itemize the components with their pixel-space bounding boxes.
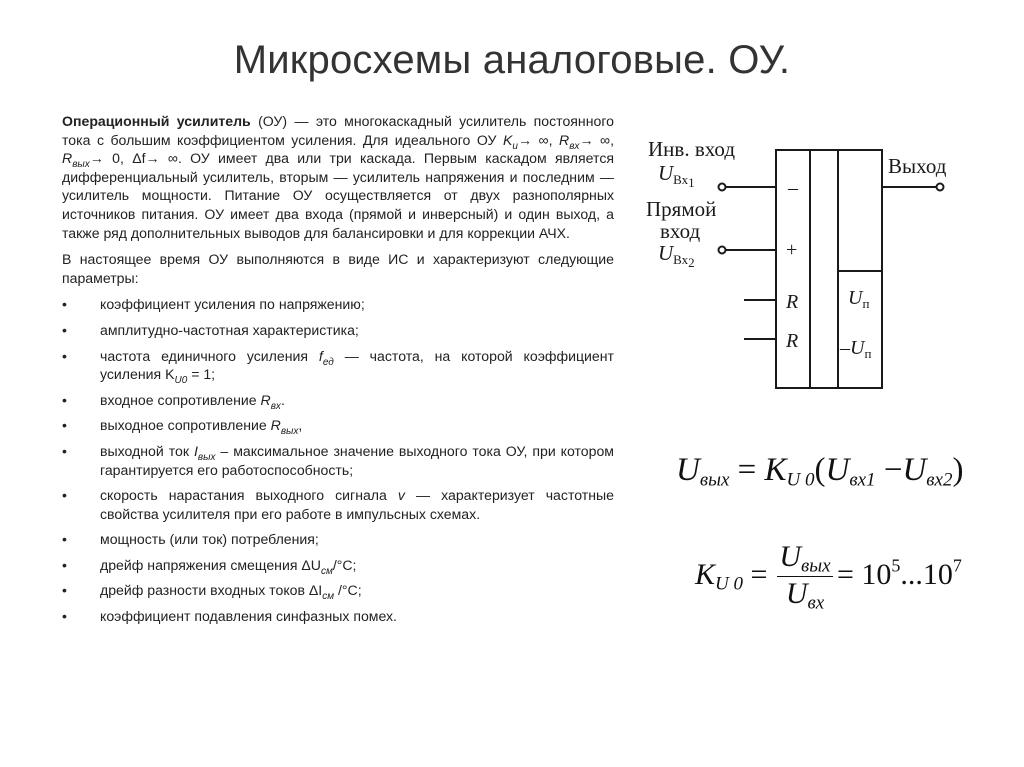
- lead-term: Операционный усилитель: [62, 113, 251, 129]
- rout-symbol: R: [62, 150, 73, 167]
- df-value: Δf→ ∞: [132, 150, 178, 167]
- rin-sub: вх: [569, 140, 580, 152]
- slide-title: Микросхемы аналоговые. ОУ.: [233, 38, 791, 82]
- eq1-u1-sub: вх1: [849, 469, 876, 491]
- param-item: • входное сопротивление $R_{вх}$.: [62, 391, 285, 412]
- output-label: Выход: [888, 154, 947, 178]
- output-terminal: [937, 184, 944, 191]
- eq2-numerator: $U_{вых}$: [779, 540, 831, 577]
- param-item: • амплитудно-частотная характеристика;: [62, 321, 359, 338]
- bullet-icon: •: [62, 556, 67, 573]
- eq1-close: ): [952, 452, 964, 488]
- params-list: [62, 295, 614, 625]
- inverting-terminal: [719, 184, 726, 191]
- intro-paragraph: [62, 112, 614, 242]
- eq1-minus: −: [875, 452, 903, 488]
- bullet-icon: •: [62, 417, 67, 434]
- param-item: • выходное сопротивление $R_{вых}$,: [62, 417, 303, 438]
- op-amp-diagram: [638, 128, 968, 398]
- inv-input-label: Инв. вход: [648, 137, 736, 161]
- u-in2-label: UВх2: [658, 241, 695, 270]
- balance-r2-label: R: [786, 330, 799, 352]
- gain-equation: [676, 452, 963, 489]
- direct-input-label-2: вход: [660, 219, 701, 243]
- bullet-icon: •: [62, 531, 67, 548]
- direct-input-label-1: Прямой: [646, 197, 717, 221]
- eq1-k: K: [764, 452, 787, 488]
- eq2-lhs-group: [695, 558, 768, 595]
- bullet-icon: •: [62, 321, 67, 338]
- eq2-lhs-sub: U 0: [715, 573, 743, 595]
- eq2-fraction: [777, 540, 833, 614]
- minus-sign: –: [788, 177, 798, 199]
- u-in1-label: UВх1: [658, 161, 695, 190]
- param-item: • дрейф напряжения смещения $\Delta U_{см}/^\circ C$;: [62, 556, 357, 577]
- param-item: • выходной ток $I_{вых}$ – максимальное значение выходного тока ОУ, при котором гарантируется его работоспособность;: [62, 442, 614, 478]
- supply-neg-label: $-U_п$: [840, 337, 872, 361]
- eq1-u1: U: [825, 452, 850, 488]
- rin-value: → ∞,: [579, 131, 614, 148]
- intro-text-2: . ОУ имеет два или три каскада. Первым каскадом является дифференциальный усилитель, вторым — усилитель напряжения и последним — усилитель мощности. Питание ОУ осуществляется от двух разнополярных источников питания. ОУ имеет два входа (прямой и инверсный) и один выход, а также ряд дополнительных выводов для балансировки и для коррекции АЧХ.: [62, 150, 614, 241]
- param-item: • коэффициент подавления синфазных помех.: [62, 608, 397, 625]
- bullet-icon: •: [62, 391, 67, 408]
- eq1-u2-sub: вх2: [926, 469, 953, 491]
- ku-sub: u: [512, 140, 518, 152]
- bullet-icon: •: [62, 296, 67, 313]
- eq1-open: (: [814, 452, 826, 488]
- bullet-icon: •: [62, 608, 67, 625]
- param-item: • коэффициент усиления по напряжению;: [62, 296, 365, 313]
- supply-pos-label: $U_п$: [848, 287, 870, 311]
- eq2-rhs: = $10^5...10^7$: [837, 555, 962, 591]
- eq2-denominator: $U_{вх}$: [785, 577, 825, 614]
- eq1-lhs: U: [676, 452, 700, 488]
- eq2-lhs: K: [695, 558, 716, 591]
- bullet-icon: •: [62, 487, 67, 504]
- text-column: [62, 112, 614, 633]
- eq2-equals: =: [743, 558, 768, 591]
- eq1-equals: =: [729, 452, 765, 488]
- params-intro: В настоящее время ОУ выполняются в виде ИС и характеризуют следующие параметры:: [62, 251, 614, 286]
- op-amp-svg: [638, 128, 968, 398]
- intro-text-1: (ОУ) — это многокаскадный усилитель постоянного тока с большим коэффициентом усиления. Для идеального ОУ: [62, 113, 614, 148]
- param-item: • мощность (или ток) потребления;: [62, 531, 319, 548]
- bullet-icon: •: [62, 347, 67, 364]
- eq1-k-sub: U 0: [786, 469, 815, 491]
- bullet-icon: •: [62, 582, 67, 599]
- rin-symbol: R: [559, 131, 570, 148]
- param-item: • дрейф разности входных токов $\Delta I_{см}$ /°C;: [62, 582, 362, 603]
- ku-symbol: K: [503, 131, 513, 148]
- noninverting-terminal: [719, 247, 726, 254]
- eq1-u2: U: [902, 452, 927, 488]
- ku-value: → ∞,: [517, 131, 560, 148]
- bullet-icon: •: [62, 442, 67, 459]
- plus-sign: +: [786, 239, 798, 261]
- eq1-lhs-sub: вых: [699, 469, 730, 491]
- rout-sub: вых: [72, 159, 90, 170]
- balance-r1-label: R: [786, 291, 799, 313]
- rout-value: → 0,: [89, 150, 133, 167]
- param-item: • частота единичного усиления $f_{ед}$ — частота, на которой коэффициент усиления $K_{U0} = 1$;: [62, 347, 615, 386]
- param-item: • скорость нарастания выходного сигнала v — характеризует частотные свойства усилителя при его работе в импульсных схемах.: [62, 487, 614, 522]
